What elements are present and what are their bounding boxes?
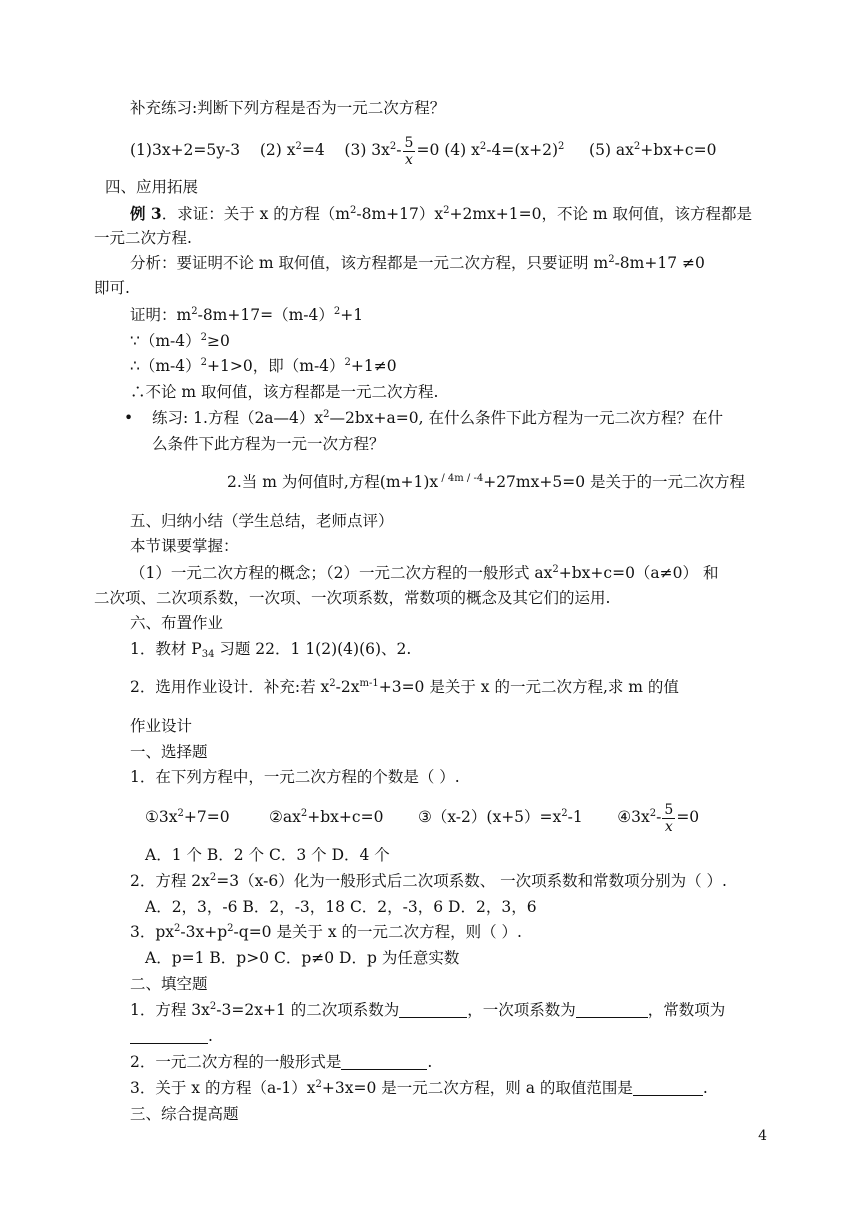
question-1-answers: A．1 个 B．2 个 C．3 个 D．4 个 [145, 846, 390, 864]
eq-1: (1)3x+2=5y-3 [130, 141, 241, 159]
fill-1-cont: . [130, 1026, 213, 1046]
fill-1: 1．方程 $3x^2-3=2x+1$ 的二次项系数为 ，一次项系数为 ，常数项为 [130, 1001, 726, 1019]
proof-line-3: $\therefore(m-4)^2+1>0$，即$(m-4)^2+1\ne 0$ [130, 357, 397, 375]
fill-3: 3．关于 x 的方程$(a-1)x^2+3x=0$ 是一元二次方程，则 a 的取值范围是 . [130, 1079, 708, 1097]
fill-2: 2．一元二次方程的一般形式是 . [130, 1053, 433, 1071]
question-2-answers: A．2，3，-6 B．2，-3，18 C．2，-3，6 D．2，3，6 [145, 898, 537, 916]
proof-line-1: 证明：$m^2-8m+17=(m-4)^2+1$ [130, 306, 364, 324]
question-3-answers: A．p=1 B．p>0 C．p≠0 D．p 为任意实数 [145, 949, 460, 967]
section-comprehensive-heading: 三、综合提高题 [130, 1105, 239, 1123]
option-1: $①3x^2+7=0$ [145, 808, 230, 826]
supplementary-equations [130, 133, 716, 168]
question-1: 1．在下列方程中，一元二次方程的个数是（ ）. [130, 768, 460, 786]
page-number: 4 [758, 1128, 767, 1144]
answer-blank[interactable] [633, 1079, 703, 1096]
homework-2: 2．选用作业设计．补充:若 $x^2-2x^{m-1}+3=0$ 是关于 x 的一元二次方程,求 m 的值 [130, 678, 679, 696]
option-3: $③(x-2)(x+5)=x^2-1$ [417, 808, 583, 826]
homework-1: 1．教材 $P_{34}$ 习题 22．1 1(2)(4)(6)、2. [130, 640, 412, 660]
answer-blank[interactable] [576, 1001, 648, 1018]
practice-1-cont: 么条件下此方程为一元一次方程？ [152, 435, 385, 453]
option-2: $②ax^2+bx+c=0$ [269, 808, 384, 826]
proof-line-2: $\because(m-4)^2\ge 0$ [130, 332, 230, 350]
answer-blank[interactable] [341, 1053, 427, 1070]
summary-line-2: 二次项、二次项系数，一次项、一次项系数，常数项的概念及其它们的运用. [94, 589, 611, 607]
section-fill-heading: 二、填空题 [130, 975, 208, 993]
example-3-cont: 一元二次方程. [94, 229, 192, 247]
summary-intro: 本节课要掌握： [130, 537, 239, 555]
fraction: $\frac{5}{x}$ [404, 134, 414, 168]
section-4-heading: 四、应用拓展 [105, 178, 199, 196]
analysis-cont: 即可. [94, 279, 130, 297]
option-4: $④3x^2-$ $\frac{5}{x}$ =0 [617, 801, 700, 835]
summary-line-1: （1）一元二次方程的概念；（2）一元二次方程的一般形式 $ax^2+bx+c=0(a\ne 0)$ 和 [130, 564, 719, 582]
eq-3: (3) $3x^2-$ $\frac{5}{x}$ =0 (4) $x^2-4=(x+2)^2$ [344, 134, 565, 168]
example-3: 例 3．求证：关于 x 的方程$(m^2-8m+17)x^2+2mx+1=0$，不论 m 取何值，该方程都是 [130, 204, 753, 223]
question-1-options [145, 800, 699, 835]
supplementary-title: 补充练习:判断下列方程是否为一元二次方程？ [130, 99, 446, 117]
analysis: 分析：要证明不论 m 取何值，该方程都是一元二次方程，只要证明 $m^2-8m+17 \ne 0$ [130, 254, 705, 272]
section-5-heading: 五、归纳小结（学生总结，老师点评） [130, 512, 394, 530]
section-6-heading: 六、布置作业 [130, 614, 224, 632]
practice-2: 2.当 m 为何值时,方程(m+1)x $^{/ 4m / -4}$+27mx+5=0 是关于的一元二次方程 [227, 473, 745, 491]
answer-blank[interactable] [130, 1027, 208, 1044]
proof-conclusion: ∴不论 m 取何值，该方程都是一元二次方程. [130, 383, 439, 401]
practice-1: 练习: 1.方程$(2a—4)x^2—2bx+a=0$, 在什么条件下此方程为一元二次方程？在什 [152, 409, 723, 427]
eq-5: (5) $ax^2+bx+c=0$ [589, 141, 717, 159]
answer-blank[interactable] [399, 1001, 467, 1018]
question-2: 2．方程 $2x^2=3(x-6)$化为一般形式后二次项系数、 一次项系数和常数项分别为（ ）. [130, 872, 727, 890]
homework-design-title: 作业设计 [130, 717, 193, 735]
fraction: $\frac{5}{x}$ [664, 801, 674, 835]
eq-2: (2) $x^2=4$ [259, 141, 325, 159]
section-choice-heading: 一、选择题 [130, 743, 208, 761]
bullet-icon: • [124, 409, 134, 427]
question-3: 3．$px^2-3x+p^2-q=0$ 是关于 x 的一元二次方程，则（ ）. [130, 923, 522, 941]
